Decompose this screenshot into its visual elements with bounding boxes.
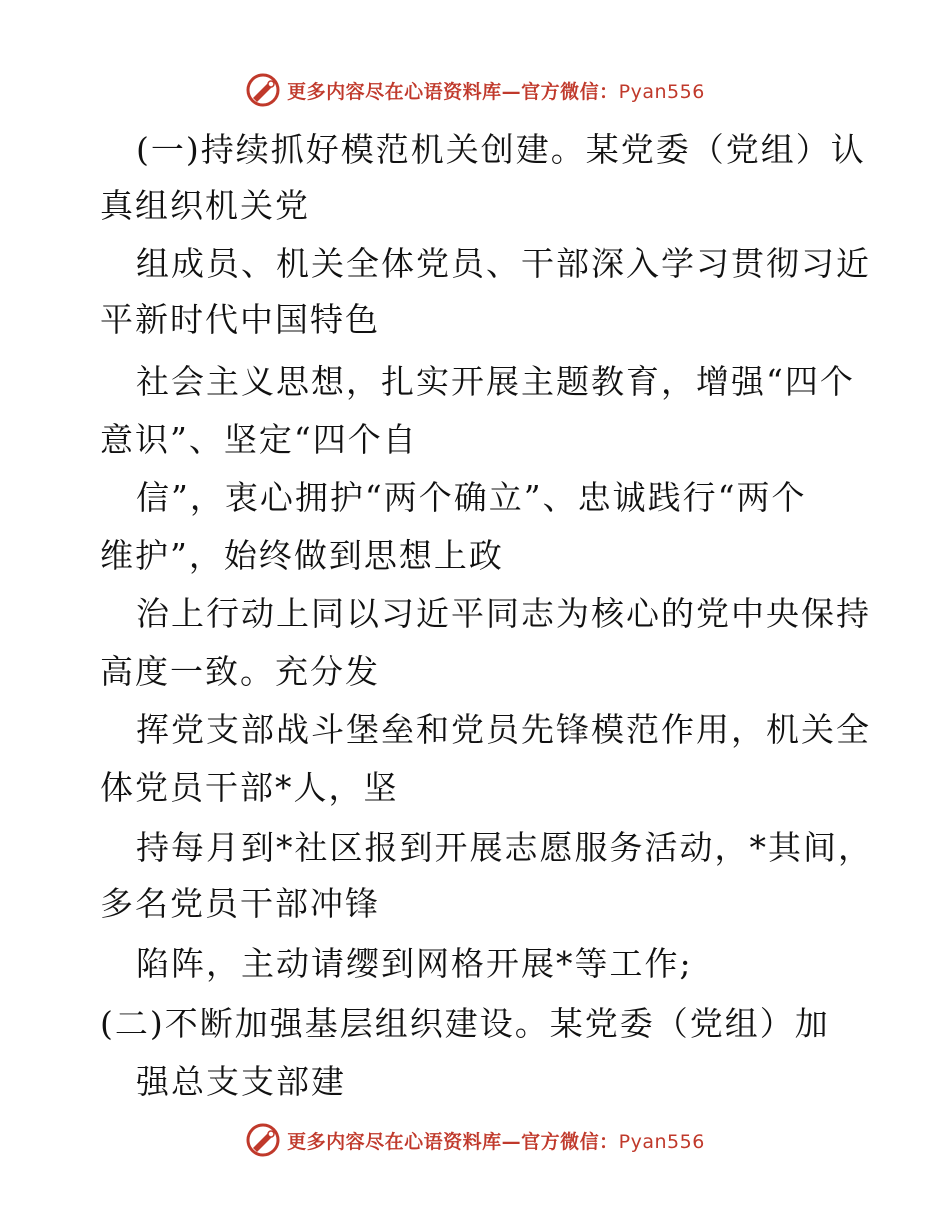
text-line: (二)不断加强基层组织建设。某党委（党组）加 <box>100 1004 830 1043</box>
text-line: 体党员干部*人，坚 <box>100 768 399 807</box>
text-line: 维护”，始终做到思想上政 <box>100 536 504 575</box>
text-line: 治上行动上同以习近平同志为核心的党中央保持 <box>136 594 871 633</box>
text-line: 平新时代中国特色 <box>100 300 380 339</box>
text-line: 社会主义思想，扎实开展主题教育，增强“四个 <box>136 362 855 401</box>
watermark-text <box>287 1127 705 1154</box>
text-line: 多名党员干部冲锋 <box>100 884 380 923</box>
text-line: 信”，衷心拥护“两个确立”、忠诚践行“两个 <box>136 478 807 517</box>
text-line: 挥党支部战斗堡垒和党员先锋模范作用，机关全 <box>136 710 871 749</box>
text-line: 组成员、机关全体党员、干部深入学习贯彻习近 <box>136 244 871 283</box>
watermark-label: 更多内容尽在心语资料库—官方微信： <box>287 80 619 103</box>
text-line: 持每月到*社区报到开展志愿服务活动，*其间， <box>136 828 873 867</box>
text-line: 真组织机关党 <box>100 186 310 225</box>
text-line: (一)持续抓好模范机关创建。某党委（党组）认 <box>136 130 866 169</box>
pen-logo-icon <box>245 1122 281 1158</box>
watermark-footer <box>0 1120 950 1160</box>
text-line: 陷阵，主动请缨到网格开展*等工作; <box>136 944 693 983</box>
watermark-handle: Pyan556 <box>618 80 705 103</box>
watermark-handle: Pyan556 <box>618 1130 705 1153</box>
watermark-label: 更多内容尽在心语资料库—官方微信： <box>287 1130 619 1153</box>
text-line: 强总支支部建 <box>136 1062 346 1101</box>
text-line: 高度一致。充分发 <box>100 652 380 691</box>
text-line: 意识”、坚定“四个自 <box>100 420 418 459</box>
